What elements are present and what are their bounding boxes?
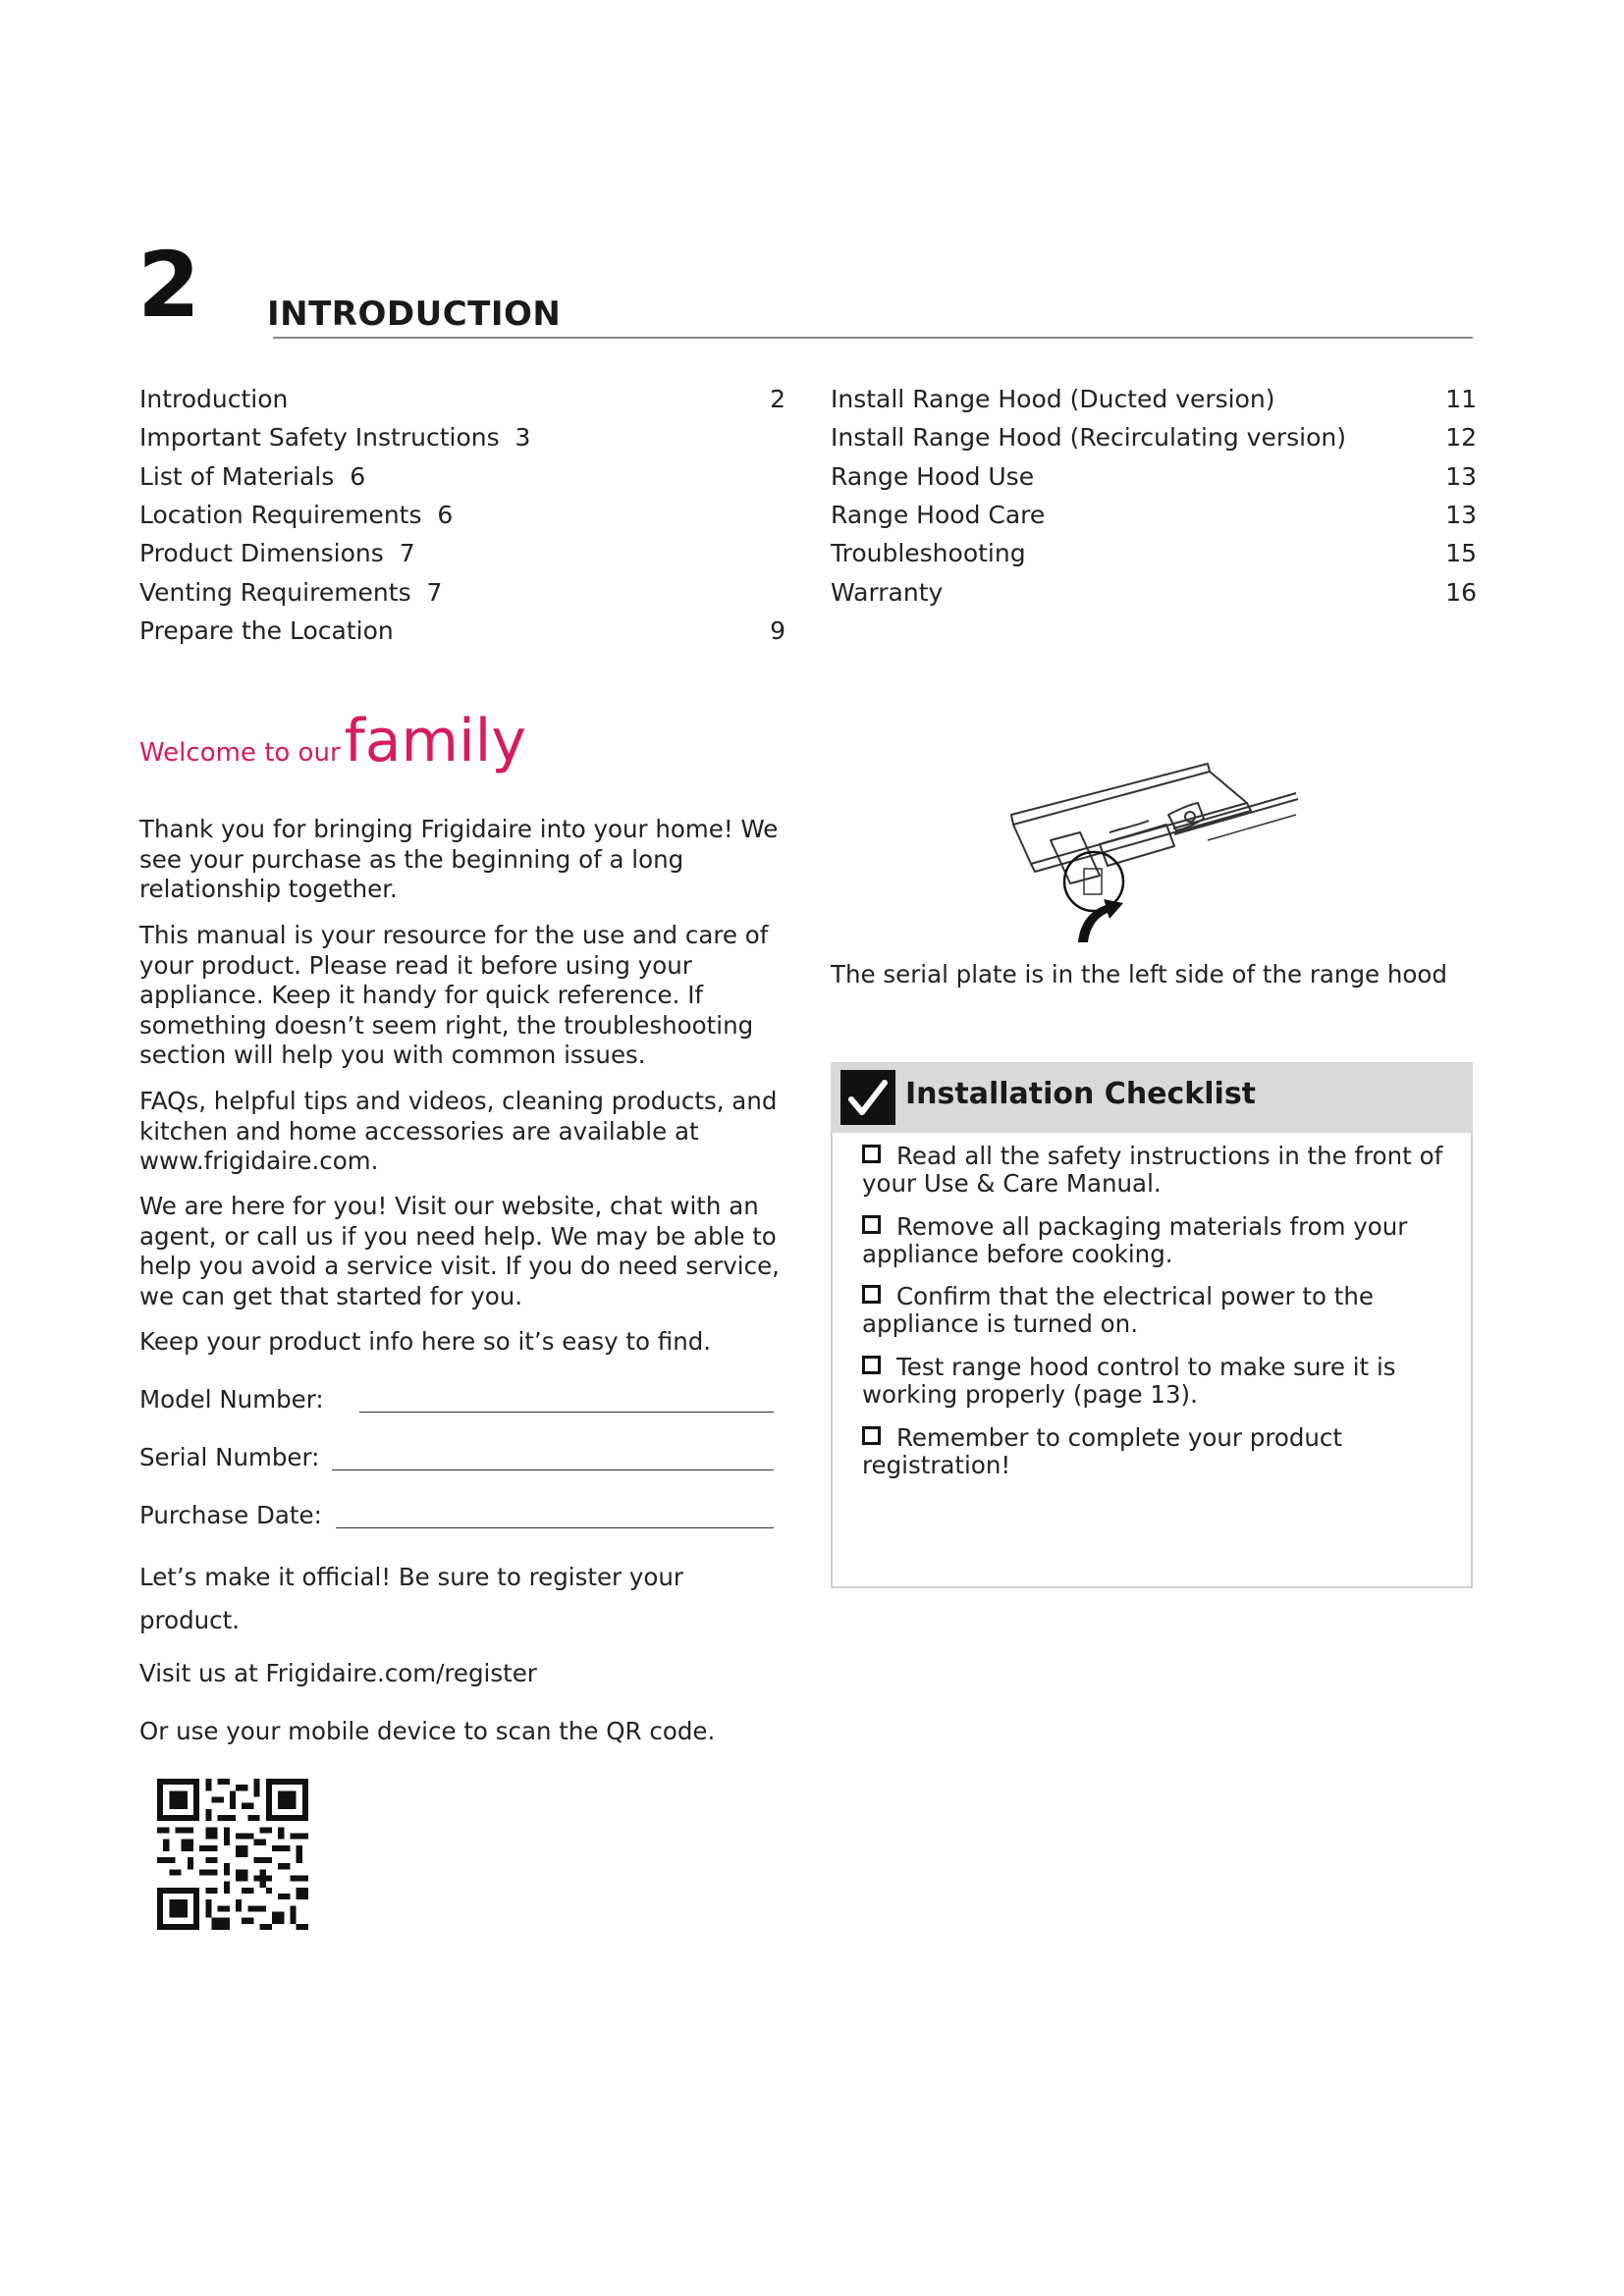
toc-label: Location Requirements — [139, 501, 422, 529]
toc-label: Product Dimensions — [139, 539, 384, 567]
checklist-item[interactable] — [862, 1213, 1471, 1268]
toc-entry[interactable] — [139, 501, 453, 529]
toc-label: Important Safety Instructions — [139, 423, 500, 452]
welcome-lead: Welcome to our — [139, 738, 341, 768]
serial-plate-caption: The serial plate is in the left side of the range hood — [831, 960, 1447, 988]
toc-entry[interactable] — [139, 539, 415, 567]
toc-page: 2 — [770, 385, 785, 413]
toc-entry[interactable] — [139, 423, 530, 452]
toc-entry[interactable] — [831, 385, 1275, 413]
toc-page: 13 — [1445, 501, 1477, 529]
toc-label: Install Range Hood (Ducted version) — [831, 385, 1275, 413]
toc-page: 6 — [350, 462, 366, 491]
toc-page: 12 — [1445, 423, 1477, 452]
page-number: 2 — [137, 233, 201, 338]
model-number-label: Model Number: — [139, 1385, 324, 1414]
toc-label: Range Hood Care — [831, 501, 1046, 529]
checkbox-icon[interactable] — [862, 1356, 881, 1374]
toc-page: 3 — [514, 423, 531, 452]
qr-code-graphic — [157, 1779, 308, 1930]
qr-instruction: Or use your mobile device to scan the QR code. — [139, 1717, 716, 1745]
toc-label: Introduction — [139, 385, 289, 413]
welcome-heading — [139, 707, 526, 775]
intro-paragraph: This manual is your resource for the use and care of your product. Please read it before using your appliance. Keep it handy for quick reference. If something doesn’t seem right, the troubleshooting section will help you with common issues. — [139, 921, 769, 1069]
register-text: Let’s make it official! Be sure to register your product. — [139, 1563, 683, 1634]
checklist-title: Installation Checklist — [905, 1077, 1257, 1111]
toc-label: Venting Requirements — [139, 578, 411, 607]
purchase-date-field[interactable] — [336, 1527, 774, 1528]
checkbox-icon[interactable] — [862, 1215, 881, 1234]
welcome-word: family — [344, 707, 526, 775]
intro-paragraph: Thank you for bringing Frigidaire into your home! We see your purchase as the beginning of a long relationship together. — [139, 815, 779, 903]
checkmark-icon — [840, 1070, 895, 1125]
toc-label: Prepare the Location — [139, 616, 394, 645]
checklist-item[interactable] — [862, 1354, 1471, 1409]
toc-page: 7 — [399, 539, 415, 567]
toc-page: 6 — [437, 501, 454, 529]
toc-entry[interactable] — [831, 539, 1026, 567]
range-hood-illustration — [1001, 756, 1316, 956]
checklist-item-text: Test range hood control to make sure it is working properly (page 13). — [862, 1353, 1396, 1409]
checkbox-icon[interactable] — [862, 1285, 881, 1304]
toc-label: Install Range Hood (Recirculating version) — [831, 423, 1346, 452]
serial-number-field[interactable] — [332, 1469, 774, 1470]
toc-entry[interactable] — [139, 462, 365, 491]
checkmark-glyph — [840, 1070, 895, 1125]
toc-page: 15 — [1445, 539, 1477, 567]
toc-entry[interactable] — [831, 501, 1045, 529]
toc-page: 16 — [1445, 578, 1477, 607]
checklist-item[interactable] — [862, 1143, 1471, 1198]
toc-page: 11 — [1445, 385, 1477, 413]
checklist-item-text: Read all the safety instructions in the front of your Use & Care Manual. — [862, 1142, 1443, 1198]
purchase-date-label: Purchase Date: — [139, 1501, 322, 1529]
checkbox-icon[interactable] — [862, 1426, 881, 1445]
checkbox-icon[interactable] — [862, 1145, 881, 1163]
model-number-field[interactable] — [359, 1412, 774, 1413]
intro-paragraph: Keep your product info here so it’s easy to find. — [139, 1327, 712, 1356]
range-hood-drawing — [1001, 756, 1316, 952]
toc-entry[interactable] — [139, 578, 442, 607]
toc-label: Range Hood Use — [831, 462, 1035, 491]
register-link[interactable]: Visit us at Frigidaire.com/register — [139, 1659, 537, 1687]
toc-entry[interactable] — [139, 616, 394, 645]
toc-label: Warranty — [831, 578, 944, 607]
toc-entry[interactable] — [139, 385, 288, 413]
toc-page: 7 — [426, 578, 443, 607]
intro-paragraph: FAQs, helpful tips and videos, cleaning products, and kitchen and home accessories are available at www.frigidaire.com. — [139, 1087, 778, 1175]
toc-page: 13 — [1445, 462, 1477, 491]
checklist-item[interactable] — [862, 1283, 1471, 1338]
checklist-item-text: Remove all packaging materials from your appliance before cooking. — [862, 1212, 1408, 1268]
toc-label: List of Materials — [139, 462, 335, 491]
checklist-item-text: Confirm that the electrical power to the appliance is turned on. — [862, 1282, 1374, 1338]
toc-page: 9 — [770, 616, 785, 645]
section-title: INTRODUCTION — [267, 294, 562, 334]
checklist-item-text: Remember to complete your product registration! — [862, 1423, 1343, 1479]
toc-entry[interactable] — [831, 423, 1346, 452]
serial-number-label: Serial Number: — [139, 1443, 320, 1471]
checklist-item[interactable] — [862, 1424, 1471, 1479]
toc-label: Troubleshooting — [831, 539, 1026, 567]
title-divider — [273, 337, 1473, 339]
toc-entry[interactable] — [831, 578, 943, 607]
toc-entry[interactable] — [831, 462, 1034, 491]
qr-code[interactable] — [157, 1779, 308, 1934]
intro-paragraph: We are here for you! Visit our website, chat with an agent, or call us if you need help. We may be able to help you avoid a service visit. If you do need service, we can get that started for you. — [139, 1192, 780, 1310]
